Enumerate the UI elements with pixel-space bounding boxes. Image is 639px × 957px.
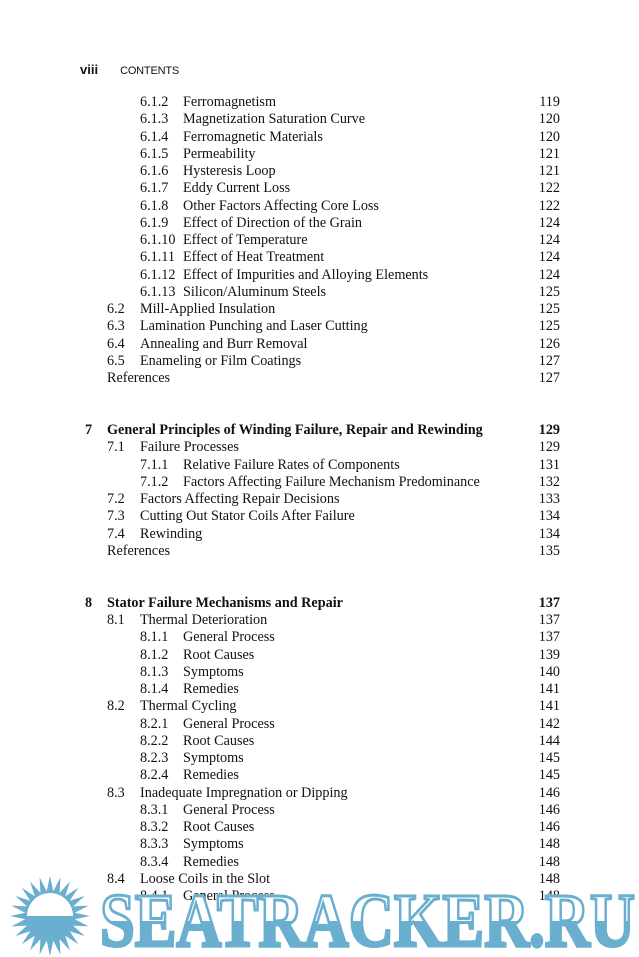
- entry-page: 146: [538, 819, 560, 836]
- toc-entry: [0, 750, 639, 767]
- entry-title: General Process: [183, 801, 275, 818]
- entry-page: 137: [538, 594, 560, 611]
- toc-entry: [0, 819, 639, 836]
- entry-page: 120: [538, 111, 560, 128]
- entry-number: 6.3: [107, 318, 125, 335]
- entry-number: 6.1.5: [140, 145, 169, 162]
- entry-title: References: [107, 370, 171, 387]
- entry-number: 8.3.4: [140, 853, 169, 870]
- entry-number: 8.3.2: [140, 819, 169, 836]
- toc-entry: [0, 457, 639, 474]
- entry-title: Symptoms: [183, 750, 244, 767]
- entry-number: 7.2: [107, 491, 125, 508]
- toc-entry: [0, 508, 639, 525]
- toc-entry: [0, 681, 639, 698]
- toc-entry: [0, 647, 639, 664]
- page-number: viii: [80, 62, 99, 77]
- entry-number: 8: [85, 594, 93, 611]
- watermark-text: SEATRACKER.RU: [100, 879, 635, 957]
- running-header: [80, 62, 179, 77]
- entry-title: Loose Coils in the Slot: [140, 870, 271, 887]
- entry-number: 8.1.2: [140, 646, 169, 663]
- entry-page: 139: [538, 646, 560, 663]
- toc-entry: [0, 854, 639, 871]
- entry-title: General Process: [183, 888, 275, 905]
- entry-title: Symptoms: [183, 836, 244, 853]
- entry-title: Mill-Applied Insulation: [140, 301, 276, 318]
- toc-entry: [0, 474, 639, 491]
- entry-page: 132: [538, 473, 560, 490]
- entry-title: Thermal Deterioration: [140, 612, 268, 628]
- entry-page: 122: [538, 197, 560, 214]
- toc-entry: [0, 111, 639, 128]
- toc-entry: [0, 249, 639, 266]
- table-of-contents: [0, 94, 639, 906]
- entry-page: 124: [538, 214, 560, 231]
- entry-title: Effect of Temperature: [183, 232, 308, 249]
- entry-number: 6.1.13: [140, 283, 176, 300]
- entry-title: Rewinding: [140, 525, 203, 542]
- entry-number: 8.3.3: [140, 836, 169, 853]
- entry-title: Cutting Out Stator Coils After Failure: [140, 508, 355, 525]
- entry-number: 8.2: [107, 698, 125, 715]
- entry-page: 146: [538, 801, 560, 818]
- entry-title: Root Causes: [183, 732, 255, 749]
- entry-number: 7.1.1: [140, 456, 169, 473]
- entry-number: 6.1.10: [140, 232, 176, 249]
- entry-number: 8.3: [107, 784, 125, 801]
- entry-number: 8.2.3: [140, 750, 169, 767]
- entry-page: 124: [538, 249, 560, 266]
- entry-title: Root Causes: [183, 819, 255, 836]
- entry-page: 125: [538, 318, 560, 335]
- entry-number: 6.2: [107, 301, 125, 318]
- toc-entry: [0, 163, 639, 180]
- toc-entry: [0, 215, 639, 232]
- entry-page: 127: [538, 352, 560, 369]
- entry-number: 6.4: [107, 335, 125, 352]
- entry-number: 6.1.12: [140, 266, 176, 283]
- entry-title: General Process: [183, 715, 275, 732]
- entry-page: 122: [538, 180, 560, 197]
- entry-title: Failure Processes: [140, 439, 239, 456]
- toc-entry: [0, 767, 639, 784]
- entry-number: 8.2.1: [140, 715, 169, 732]
- entry-page: 126: [538, 335, 560, 352]
- entry-number: 6.1.4: [140, 128, 169, 145]
- toc-entry: [0, 318, 639, 335]
- entry-number: 7.3: [107, 508, 125, 525]
- sun-icon: [10, 876, 90, 956]
- entry-title: Factors Affecting Repair Decisions: [140, 491, 340, 508]
- entry-number: 6.1.8: [140, 197, 169, 214]
- entry-title: Effect of Impurities and Alloying Elements: [183, 266, 429, 283]
- toc-entry: [0, 716, 639, 733]
- entry-number: 8.1: [107, 612, 125, 628]
- entry-page: 120: [538, 128, 560, 145]
- entry-number: 8.4.1: [140, 888, 169, 905]
- entry-number: 7.1.2: [140, 473, 169, 490]
- entry-title: Silicon/Aluminum Steels: [183, 283, 327, 300]
- toc-chapter: [0, 422, 639, 439]
- watermark-logo: [0, 876, 639, 957]
- entry-page: 141: [538, 698, 560, 715]
- entry-page: 137: [538, 612, 560, 628]
- toc-entry: [0, 439, 639, 456]
- entry-number: 8.3.1: [140, 801, 169, 818]
- toc-entry: [0, 526, 639, 543]
- entry-title: Inadequate Impregnation or Dipping: [140, 784, 348, 801]
- toc-references: [0, 543, 639, 560]
- entry-title: Permeability: [183, 145, 256, 162]
- toc-entry: [0, 198, 639, 215]
- spacer: [0, 388, 639, 423]
- entry-number: 8.1.4: [140, 681, 169, 698]
- entry-number: 6.1.6: [140, 163, 169, 180]
- entry-page: 141: [538, 681, 560, 698]
- entry-title: Lamination Punching and Laser Cutting: [140, 318, 368, 335]
- entry-number: 8.2.4: [140, 767, 169, 784]
- entry-title: Remedies: [183, 767, 239, 784]
- entry-title: General Principles of Winding Failure, Repair and Rewinding: [107, 422, 483, 439]
- entry-page: 124: [538, 266, 560, 283]
- toc-entry: [0, 353, 639, 370]
- entry-title: Stator Failure Mechanisms and Repair: [107, 594, 343, 611]
- entry-page: 133: [538, 491, 560, 508]
- entry-title: Hysteresis Loop: [183, 163, 276, 180]
- entry-page: 121: [538, 145, 560, 162]
- entry-number: 8.2.2: [140, 732, 169, 749]
- entry-page: 124: [538, 232, 560, 249]
- toc-references: [0, 370, 639, 387]
- entry-title: Root Causes: [183, 646, 255, 663]
- toc-entry: [0, 94, 639, 111]
- toc-entry: [0, 733, 639, 750]
- toc-entry: [0, 267, 639, 284]
- entry-title: Symptoms: [183, 663, 244, 680]
- toc-entry: [0, 664, 639, 681]
- entry-title: Enameling or Film Coatings: [140, 352, 302, 369]
- entry-page: 119: [539, 94, 560, 110]
- entry-title: Ferromagnetism: [183, 94, 276, 110]
- entry-title: Magnetization Saturation Curve: [183, 111, 366, 128]
- entry-page: 125: [538, 283, 560, 300]
- entry-title: References: [107, 542, 171, 559]
- entry-title: Remedies: [183, 681, 239, 698]
- entry-number: 7: [85, 422, 93, 439]
- entry-title: Thermal Cycling: [140, 698, 237, 715]
- entry-page: 137: [538, 629, 560, 646]
- toc-entry: [0, 802, 639, 819]
- toc-entry: [0, 301, 639, 318]
- entry-title: Eddy Current Loss: [183, 180, 291, 197]
- entry-title: Effect of Direction of the Grain: [183, 214, 362, 231]
- entry-title: General Process: [183, 629, 275, 646]
- entry-page: 129: [538, 422, 560, 439]
- entry-number: 7.1: [107, 439, 125, 456]
- toc-entry: [0, 180, 639, 197]
- entry-number: 6.1.9: [140, 214, 169, 231]
- entry-page: 134: [538, 508, 560, 525]
- entry-page: 121: [538, 163, 560, 180]
- entry-number: 6.1.3: [140, 111, 169, 128]
- entry-page: 148: [538, 853, 560, 870]
- entry-page: 144: [538, 732, 560, 749]
- spacer: [0, 560, 639, 595]
- entry-page: 135: [538, 542, 560, 559]
- entry-page: 148: [538, 836, 560, 853]
- entry-page: 148: [538, 888, 560, 905]
- toc-entry: [0, 491, 639, 508]
- entry-page: 148: [538, 870, 560, 887]
- entry-number: 8.4: [107, 870, 125, 887]
- toc-entry: [0, 336, 639, 353]
- toc-entry: [0, 146, 639, 163]
- entry-page: 127: [538, 370, 560, 387]
- toc-entry: [0, 284, 639, 301]
- entry-page: 146: [538, 784, 560, 801]
- entry-number: 8.1.1: [140, 629, 169, 646]
- entry-title: Other Factors Affecting Core Loss: [183, 197, 379, 214]
- toc-entry: [0, 785, 639, 802]
- entry-title: Relative Failure Rates of Components: [183, 456, 400, 473]
- entry-number: 6.1.11: [140, 249, 175, 266]
- entry-number: 6.5: [107, 352, 125, 369]
- running-title: CONTENTS: [120, 65, 179, 77]
- entry-title: Factors Affecting Failure Mechanism Predominance: [183, 473, 480, 490]
- toc-entry: [0, 612, 639, 629]
- entry-title: Ferromagnetic Materials: [183, 128, 323, 145]
- entry-title: Effect of Heat Treatment: [183, 249, 325, 266]
- toc-entry: [0, 232, 639, 249]
- entry-title: Annealing and Burr Removal: [140, 335, 308, 352]
- entry-page: 140: [538, 663, 560, 680]
- toc-entry: [0, 129, 639, 146]
- entry-number: 6.1.2: [140, 94, 169, 110]
- toc-entry: [0, 629, 639, 646]
- toc-entry: [0, 836, 639, 853]
- entry-title: Remedies: [183, 853, 239, 870]
- entry-page: 129: [538, 439, 560, 456]
- entry-number: 7.4: [107, 525, 125, 542]
- entry-page: 145: [538, 767, 560, 784]
- entry-page: 145: [538, 750, 560, 767]
- entry-number: 6.1.7: [140, 180, 169, 197]
- toc-chapter: [0, 595, 639, 612]
- toc-entry: [0, 698, 639, 715]
- entry-page: 134: [538, 525, 560, 542]
- entry-page: 142: [538, 715, 560, 732]
- entry-number: 8.1.3: [140, 663, 169, 680]
- entry-page: 125: [538, 301, 560, 318]
- entry-page: 131: [538, 456, 560, 473]
